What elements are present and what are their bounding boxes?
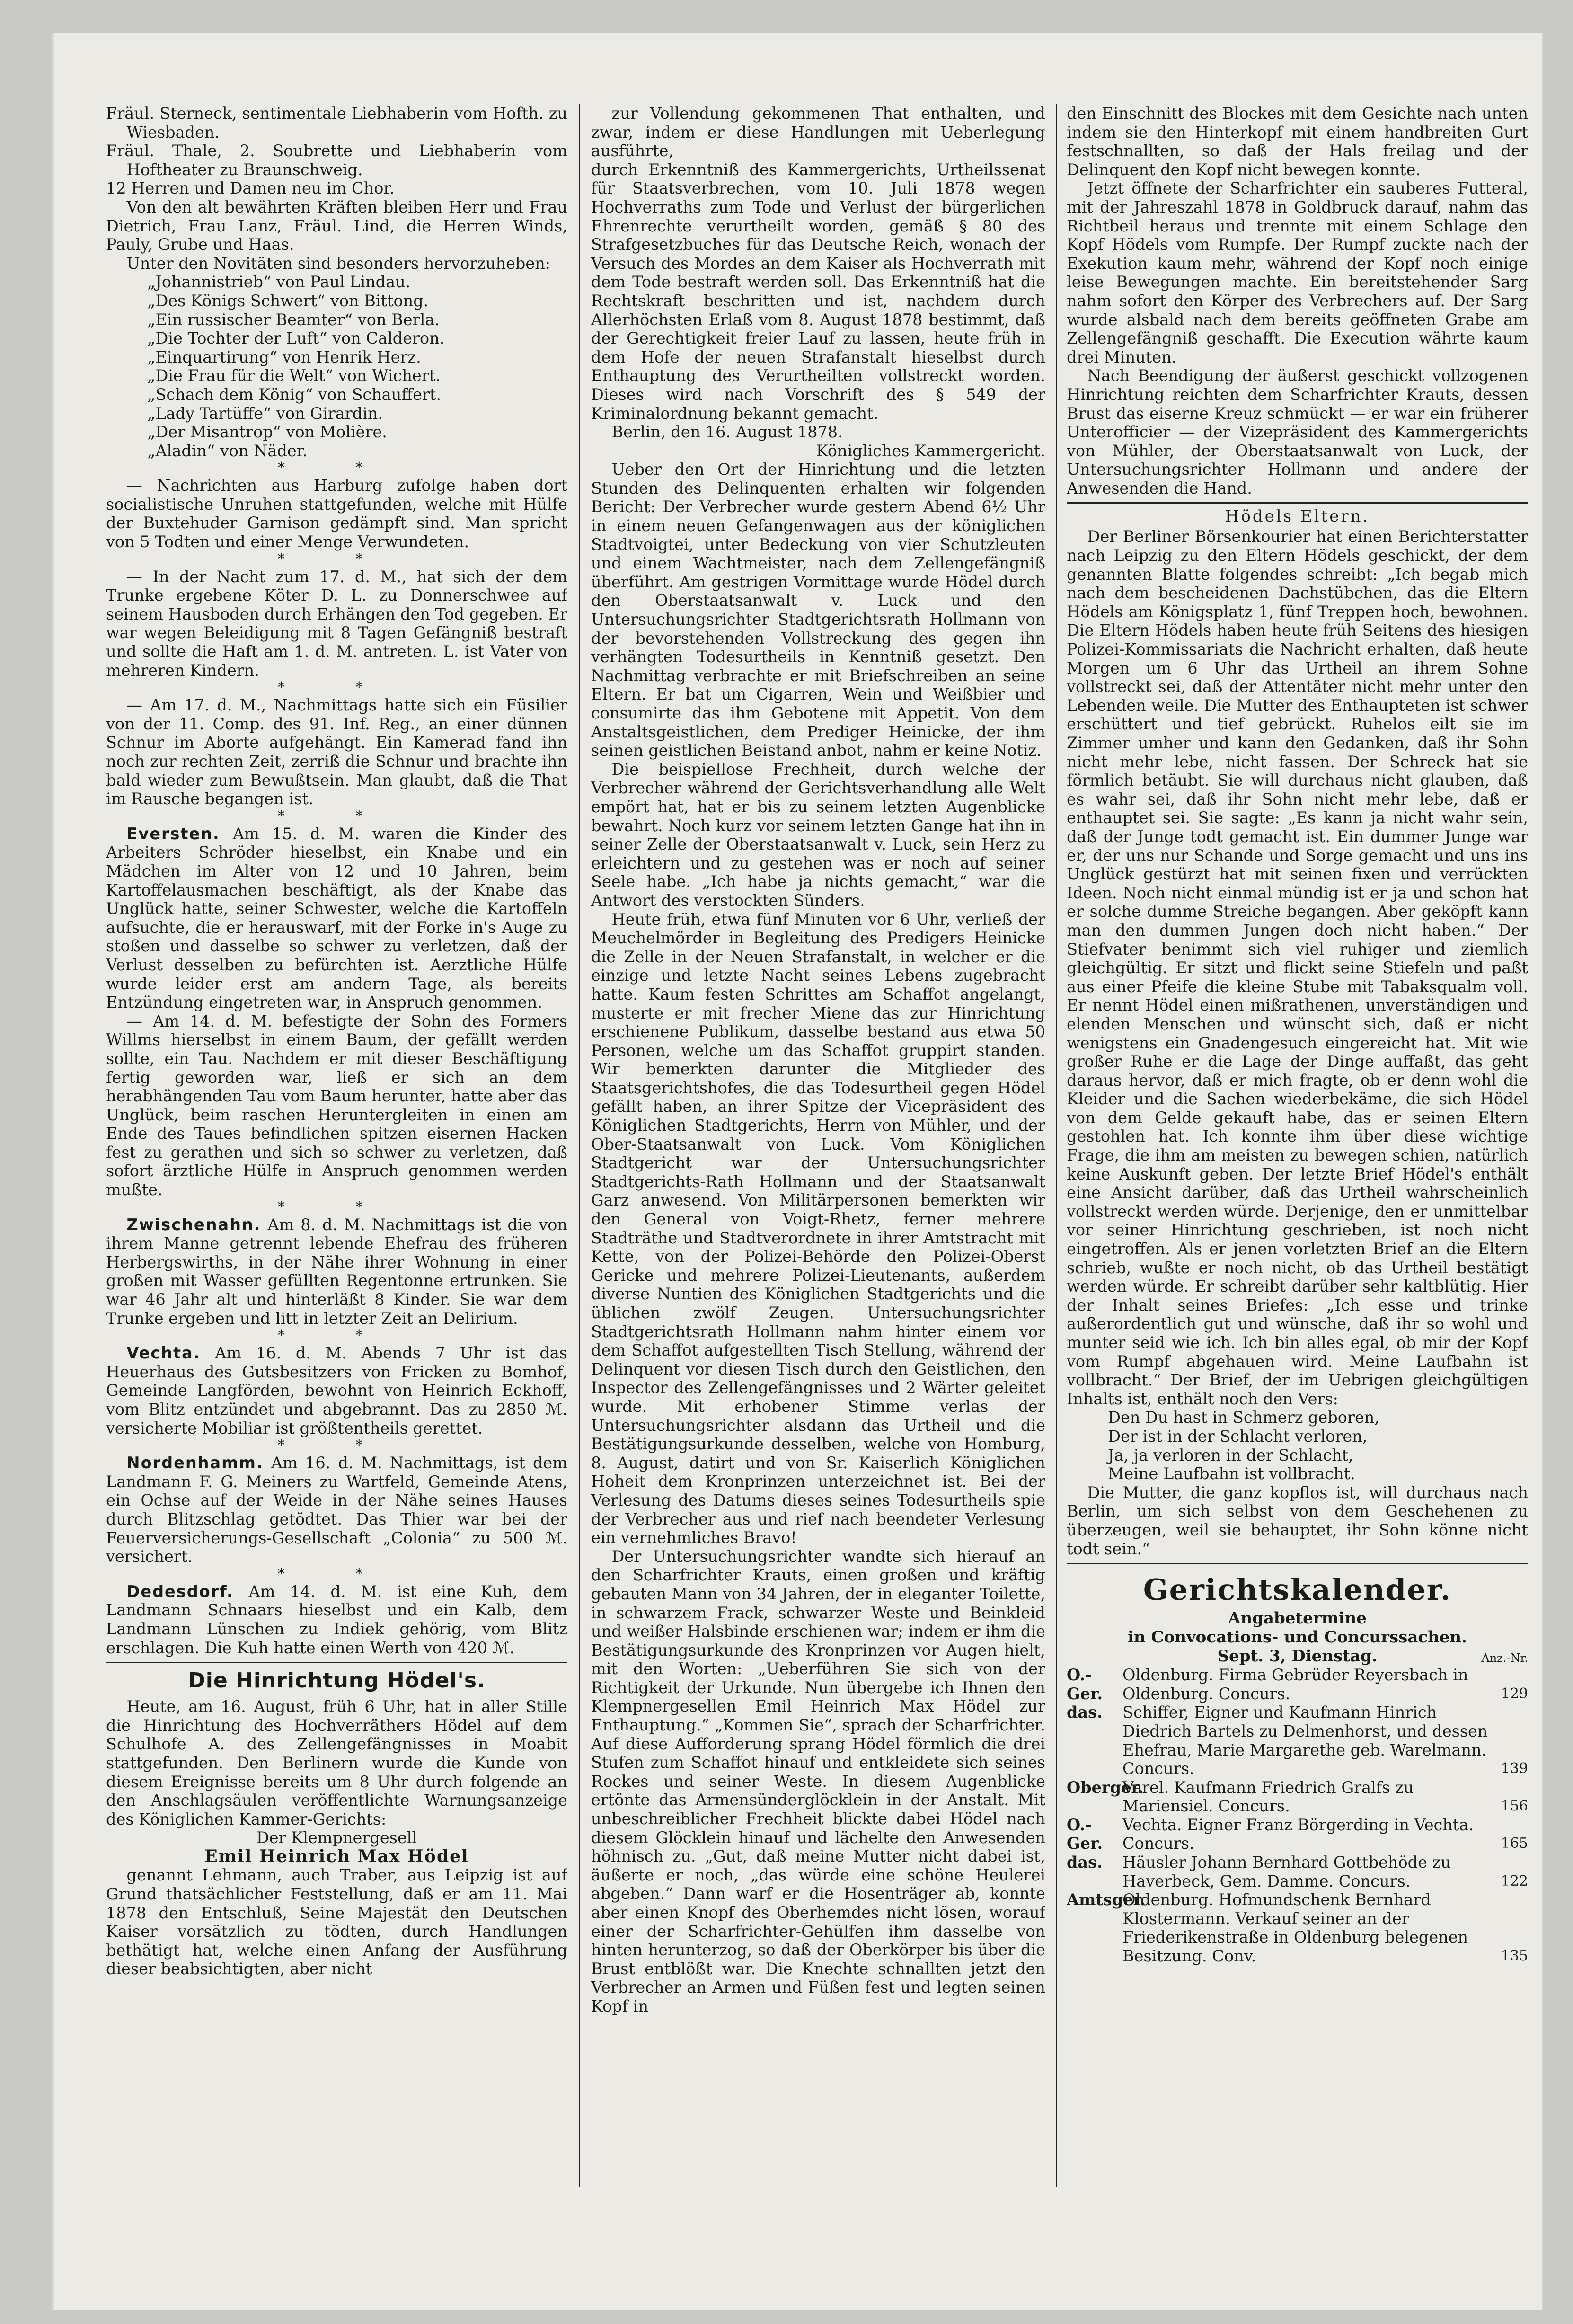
- paragraph: Der Berliner Börsenkourier hat einen Berichterstatter nach Leipzig zu den Eltern Hödels geschickt, der dem genannten Blatte folgendes schreibt: „Ich begab mich nach dem bescheidenen Dachstübchen, das die Eltern Hödels am Königsplatz 1, fünf Treppen hoch, bewohnen. Die Eltern Hödels haben heute früh Seitens des hiesigen Polizei-Kommissariats die Nachricht erhalten, daß heute Morgen um 6 Uhr das Urtheil an ihrem Sohne vollstreckt sei, daß der Attentäter nicht mehr unter den Lebenden weile. Die Mutter des Enthaupteten ist schwer erschüttert und tief gebrückt. Ruhelos eilt sie im Zimmer umher und kann den Gedanken, daß ihr Sohn nicht mehr lebe, nicht fassen. Der Schreck hat sie förmlich betäubt. Sie will durchaus nicht glauben, daß es wahr sei, daß ihr Sohn nicht mehr lebe, daß er enthauptet sei. Sie sagte: „Es kann ja nicht wahr sein, daß der Junge todt gemacht ist. Ein dummer Junge war er, der uns nur Schande und Sorge gemacht und uns ins Unglück gestürzt hat mit seinen fixen und verrückten Ideen. Noch nicht einmal mündig ist er ja und schon hat er solche dumme Streiche begangen. Aber geköpft kann man den dummen Jungen doch nicht haben.“ Der Stiefvater benimmt sich viel ruhiger und ziemlich gleichgültig. Er sitzt und flickt seine Stiefeln und paßt aus einer Pfeife die kleine Stube mit Tabaksqualm voll. Er nennt Hödel einen mißrathenen, unverständigen und elenden Menschen und wünscht sich, daß er nicht wenigstens ein Gnadengesuch eingereicht hat. Mit wie großer Ruhe er die Lage der Dinge auffaßt, das geht daraus hervor, daß er mich fragte, ob er denn wohl die Kleider und die Sachen wiederbekäme, die sich Hödel von dem Gelde gekauft habe, das er seinen Eltern gestohlen hat. Ich konnte ihm über diese wichtige Frage, die ihm am meisten zu bewegen schien, natürlich keine Auskunft geben. Der letzte Brief Hödel's enthält eine Ansicht darüber, daß das Urtheil wahrscheinlich vollstreckt werden würde. Derjenige, den er unmittelbar vor seiner Hinrichtung geschrieben, ist noch nicht eingetroffen. Als er jenen vorletzten Brief an die Eltern schrieb, wußte er noch nicht, ob das Urtheil bestätigt werden würde. Er schreibt darüber sehr kaltblütig. Hier der Inhalt seines Briefes: „Ich esse und trinke außerordentlich gut und wünsche, daß ihr so wohl und munter seid wie ich. Ich bin alles egal, ob mir der Kopf vom Rumpf abgehauen wird. Meine Laufbahn ist vollbracht.“ Der Brief, der im Uebrigen gleichgültigen Inhalts ist, enthält noch den Vers:: [1067, 527, 1528, 1408]
- calendar-entry: Amtsger. Oldenburg. Hofmundschenk Bernhard Klostermann. Verkauf seiner an der Friederikenstraße in Oldenburg belegenen Besitzung. Conv. 135: [1067, 1890, 1528, 1966]
- notice-name: Emil Heinrich Max Hödel: [204, 1846, 469, 1866]
- news-willms: — Am 14. d. M. befestigte der Sohn des Formers Willms hierselbst in einem Baum, der gefällt werden sollte, ein Tau. Nachdem er mit dieser Beschäftigung fertig geworden war, ließ er sich an dem herabhängenden Tau vom Baum herunter, hatte aber das Unglück, beim raschen Heruntergleiten in einen am Ende des Taues befindlichen spitzen eisernen Hacken fest zu gerathen und sich so schwer zu verletzen, daß sofort ärztliche Hülfe in Anspruch genommen werden mußte.: [106, 1011, 567, 1199]
- place-name: Nordenhamm.: [126, 1454, 264, 1472]
- divider: [1067, 1563, 1528, 1564]
- cast-line: Fräul. Thale, 2. Soubrette und Liebhaberin vom Hoftheater zu Braunschweig.: [106, 142, 567, 179]
- novelty-item: „Die Frau für die Welt“ von Wichert.: [147, 366, 441, 385]
- news-fuesilier: — Am 17. d. M., Nachmittags hatte sich ein Füsilier von der 11. Comp. des 91. Inf. Reg., an einer dünnen Schnur im Aborte aufgehängt. Ein Kamerad fand ihn noch zur rechten Zeit, zerriß die Schnur und brachte ihn bald wieder zum Bewußtsein. Man glaubt, daß die That im Rausche begangen ist.: [106, 696, 567, 808]
- separator-asterisks: * *: [277, 460, 396, 477]
- paragraph: Die beispiellose Frechheit, durch welche der Verbrecher während der Gerichtsverhandlung alle Welt empört hat, hat er bis zu seinem letzten Augenblicke bewahrt. Noch kurz vor seinem letzten Gange hat ihn in seiner Zelle der Oberstaatsanwalt v. Luck, sein Herz zu erleichtern und zu gestehen was er noch auf seiner Seele habe. „Ich habe ja nichts gemacht,“ war die Antwort des verstockten Sünders.: [591, 760, 1045, 910]
- novelty-item: „Die Tochter der Luft“ von Calderon.: [147, 329, 445, 348]
- news-zwischenahn: Zwischenahn. Am 8. d. M. Nachmittags ist die von ihrem Manne getrennt lebende Ehefrau des früheren Herbergswirths, in der Nähe ihrer Wohnung in einer großen mit Wasser gefüllten Regentonne ertrunken. Sie war 46 Jahr alt und hinterläßt 8 Kinder. Sie war dem Trunke ergeben und litt in letzter Zeit an Delirium.: [106, 1215, 567, 1328]
- separator-asterisks: * *: [277, 1565, 396, 1582]
- novelty-item: „Johannistrieb“ von Paul Lindau.: [147, 273, 411, 292]
- news-vechta: Vechta. Am 16. d. M. Abends 7 Uhr ist das Heuerhaus des Gutsbesitzers von Fricken zu Bomhof, Gemeinde Langförden, bewohnt von Heinrich Eckhoff, vom Blitz entzündet und abgebrannt. Das zu 2850 ℳ. versicherte Mobiliar ist größtentheils gerettet.: [106, 1344, 567, 1437]
- verse-line: Ja, ja verloren in der Schlacht,: [1108, 1446, 1353, 1464]
- novelty-item: „Ein russischer Beamter“ von Berla.: [147, 310, 440, 329]
- paragraph: Jetzt öffnete der Scharfrichter ein sauberes Futteral, mit der Jahreszahl 1878 in Goldbruck darauf, nahm das Richtbeil heraus und trennte mit einem Schlage den Kopf Hödels vom Rumpfe. Der Rumpf zuckte nach der Exekution kaum mehr, während der Kopf noch einige leise Bewegungen machte. Ein bereitstehender Sarg nahm sofort den Körper des Verbrechers auf. Der Sarg wurde alsbald nach dem bereits geöffneten Grabe am Zellengefängniß geschafft. Die Execution währte kaum drei Minuten.: [1067, 179, 1528, 366]
- column-label-anz: Anz.-Nr.: [1481, 1651, 1528, 1665]
- paragraph: Der Untersuchungsrichter wandte sich hierauf an den Scharfrichter Krauts, einen großen und kräftig gebauten Mann von 34 Jahren, der in eleganter Toilette, in schwarzem Frack, schwarzer Weste und Beinkleid und weißer Halsbinde erschienen war; indem er ihm die Bestätigungsurkunde des Kronprinzen vor Augen hielt, mit den Worten: „Ueberführen Sie sich von der Richtigkeit der Urkunde. Nun übergebe ich Ihnen den Klempnergesellen Emil Heinrich Max Hödel zur Enthauptung.“ „Kommen Sie“, sprach der Scharfrichter. Auf diese Aufforderung sprang Hödel förmlich die drei Stufen zum Schaffot hinauf und entkleidete sich seines Rockes und seiner Weste. In diesem Augenblicke ertönte das Armensünderglöcklein in der Anstalt. Mit unbeschreiblicher Frechheit blickte dabei Hödel nach diesem Glöcklein hinauf und lächelte den Anwesenden höhnisch zu. „Gut, daß meine Mutter nicht dabei ist, äußerte er noch, „das würde eine schöne Heulerei abgeben.“ Dann warf er die Hosenträger ab, konnte aber einen Knopf des Oberhemdes nicht lösen, worauf einer der Scharfrichter-Gehülfen ihm dasselbe von hinten herunterzog, so daß der Oberkörper bis über die Brust entblößt war. Die Knechte schnallten jetzt den Verbrecher an Armen und Füßen fest und legten seinen Kopf in: [591, 1547, 1045, 2015]
- verse-line: Den Du hast in Schmerz geboren,: [1108, 1408, 1380, 1427]
- calendar-entry: O.-Ger. Vechta. Eigner Franz Börgerding in Vechta. Concurs. 165: [1067, 1815, 1528, 1853]
- calendar-entry: das. Häusler Johann Bernhard Gottbehöde zu Haverbeck, Gem. Damme. Concurs. 122: [1067, 1853, 1528, 1890]
- novelty-item: „Aladin“ von Näder.: [147, 441, 308, 460]
- place-name: Dedesdorf.: [126, 1582, 234, 1601]
- paragraph: Die Mutter, die ganz kopflos ist, will durchaus nach Berlin, um sich selbst von dem Geschehenen zu überzeugen, weil sie behauptet, ihr Sohn könne nicht todt sein.“: [1067, 1483, 1528, 1558]
- dateline: Berlin, den 16. August 1878.: [611, 423, 843, 442]
- paragraph: Ueber den Ort der Hinrichtung und die letzten Stunden des Delinquenten erhalten wir folgenden Bericht: Der Verbrecher wurde gestern Abend 6½ Uhr in einem neuen Gefangenwagen aus der königlichen Stadtvoigtei, unter Bedeckung von vier Schutzleuten und einem Wachtmeister, nach dem Zellengefängniß überführt. Am gestrigen Vormittage wurde Hödel durch den Oberstaatsanwalt v. Luck und den Untersuchungsrichter Stadtgerichtsrath Hollmann von der bevorstehenden Vollstreckung des gegen ihn verhängten Todesurtheils in Kenntniß gesetzt. Den Nachmittag verbrachte er mit Briefschreiben an seine Eltern. Er bat um Cigarren, Wein und Weißbier und consumirte das ihm Gebotene mit Appetit. Von dem Anstaltsgeistlichen, dem Prediger Heinicke, der ihm seinen geistlichen Beistand anbot, nahm er keine Notiz.: [591, 460, 1045, 760]
- column-2: [591, 104, 1045, 2272]
- article-title-hinrichtung: Die Hinrichtung Hödel's.: [188, 1668, 486, 1693]
- paragraph: Von den alt bewährten Kräften bleiben Herr und Frau Dietrich, Frau Lanz, Fräul. Lind, die Herren Winds, Pauly, Grube und Haas.: [106, 197, 567, 254]
- novelty-item: „Schach dem König“ von Schauffert.: [147, 385, 442, 404]
- paragraph: Unter den Novitäten sind besonders hervorzuheben:: [126, 254, 551, 273]
- novelty-item: „Einquartirung“ von Henrik Herz.: [147, 347, 421, 366]
- separator-asterisks: * *: [277, 550, 396, 568]
- paragraph: den Einschnitt des Blockes mit dem Gesichte nach unten indem sie den Hinterkopf mit einem handbreiten Gurt festschnallten, so daß der Hals freilag und der Delinquent den Kopf nicht bewegen konnte.: [1067, 104, 1528, 179]
- article-title-eltern: Hödels Eltern.: [1225, 507, 1370, 526]
- paragraph: durch Erkenntniß des Kammergerichts, Urtheilssenat für Staatsverbrechen, vom 10. Juli 1878 wegen Hochverraths zum Tode und Verlust der bürgerlichen Ehrenrechte verurtheilt worden, gemäß § 80 des Strafgesetzbuches für das Deutsche Reich, wonach der Versuch des Mordes an dem Kaiser als Hochverrath mit dem Tode bestraft werden soll. Das Erkenntniß hat die Rechtskraft beschritten und ist, nachdem durch Allerhöchsten Erlaß vom 8. August 1878 bestimmt, daß der Gerechtigkeit freier Lauf zu lassen, heute früh in dem Hofe der neuen Strafanstalt hieselbst durch Enthauptung des Verurtheilten vollstreckt worden. Dieses wird nach Vorschrift des § 549 der Kriminalordnung bekannt gemacht.: [591, 160, 1045, 423]
- divider: [1067, 502, 1528, 504]
- news-eversten: Eversten. Am 15. d. M. waren die Kinder des Arbeiters Schröder hieselbst, ein Knabe und ein Mädchen im Alter von 12 und 10 Jahren, beim Kartoffelausmachen beschäftigt, als der Knabe das Unglück hatte, seiner Schwester, welche die Kartoffeln aufsuchte, die er herauswarf, mit der Forke in's Auge zu stoßen und dasselbe so schwer zu verletzen, daß der Verlust desselben zu befürchten ist. Aerztliche Hülfe wurde leider erst am andern Tage, als bereits Entzündung eingetreten war, in Anspruch genommen.: [106, 824, 567, 1012]
- calendar-date: Sept. 3, Dienstag. Anz.-Nr.: [1067, 1647, 1528, 1666]
- calendar-title: Gerichtskalender.: [1143, 1572, 1452, 1607]
- column-1: [106, 104, 567, 2272]
- verse-line: Meine Laufbahn ist vollbracht.: [1108, 1464, 1355, 1483]
- separator-asterisks: * *: [277, 1198, 396, 1215]
- column-rule: [1056, 104, 1057, 2187]
- separator-asterisks: * *: [277, 1437, 396, 1454]
- cast-line: Fräul. Sterneck, sentimentale Liebhaberin vom Hofth. zu Wiesbaden.: [106, 104, 567, 142]
- paragraph: genannt Lehmann, auch Traber, aus Leipzig ist auf Grund thatsächlicher Feststellung, daß er am 11. Mai 1878 den Entschluß, Seine Majestät den Deutschen Kaiser vorsätzlich zu tödten, durch Handlungen bethätigt hat, welche einen Anfang der Ausführung dieser beabsichtigten, aber nicht: [106, 1866, 567, 1978]
- divider: [106, 1662, 567, 1663]
- separator-asterisks: * *: [277, 1327, 396, 1344]
- separator-asterisks: * *: [277, 679, 396, 696]
- place-name: Eversten.: [126, 824, 220, 843]
- calendar-subtitle: in Convocations- und Concurssachen.: [1128, 1628, 1467, 1647]
- column-rule: [579, 104, 580, 2187]
- news-nordenhamm: Nordenhamm. Am 16. d. M. Nachmittags, ist dem Landmann F. G. Meiners zu Wartfeld, Gemeinde Atens, ein Ochse auf der Weide in der Nähe seines Hauses durch Blitzschlag getödtet. Das Thier war bei der Feuerversicherungs-Gesellschaft „Colonia“ zu 500 ℳ. versichert.: [106, 1454, 567, 1566]
- paragraph: zur Vollendung gekommenen That enthalten, und zwar, indem er diese Handlungen mit Ueberlegung ausführte,: [591, 104, 1045, 160]
- news-suicide: — In der Nacht zum 17. d. M., hat sich der dem Trunke ergebene Köter D. L. zu Donnerschwee auf seinem Hausboden durch Erhängen den Tod gegeben. Er war wegen Beleidigung mit 8 Tagen Gefängniß bestraft und sollte die Haft am 1. d. M. antreten. L. ist Vater von mehreren Kindern.: [106, 567, 567, 680]
- news-dedesdorf: Dedesdorf. Am 14. d. M. ist eine Kuh, dem Landmann Schnaars hieselbst und ein Kalb, dem Landmann Lünschen zu Indiek gehörig, vom Blitz erschlagen. Die Kuh hatte einen Werth von 420 ℳ.: [106, 1582, 567, 1657]
- verse-line: Der ist in der Schlacht verloren,: [1108, 1427, 1368, 1446]
- signature: Königliches Kammergericht.: [816, 441, 1045, 460]
- calendar-entry: O.-Ger. Oldenburg. Firma Gebrüder Reyersbach in Oldenburg. Concurs. 129: [1067, 1666, 1528, 1703]
- paragraph: Nach Beendigung der äußerst geschickt vollzogenen Hinrichtung reichten dem Scharfrichter Krauts, dessen Brust das eiserne Kreuz schmückt — er war ein früherer Unterofficier — der Vizepräsident des Kammergerichts von Mühler, der Oberstaatsanwalt von Luck, der Untersuchungsrichter Hollmann und andere der Anwesenden die Hand.: [1067, 366, 1528, 497]
- novelty-item: „Der Misantrop“ von Molière.: [147, 423, 387, 442]
- paragraph: Heute, am 16. August, früh 6 Uhr, hat in aller Stille die Hinrichtung des Hochverräthers Hödel auf dem Schulhofe A. des Zellengefängnisses in Moabit stattgefunden. Den Berlinern wurde die Kunde von diesem Ereignisse bereits um 8 Uhr durch folgende an den Anschlagsäulen veröffentlichte Warnungsanzeige des Königlichen Kammer-Gerichts:: [106, 1697, 567, 1828]
- place-name: Zwischenahn.: [126, 1215, 261, 1234]
- place-name: Vechta.: [126, 1344, 201, 1363]
- separator-asterisks: * *: [277, 807, 396, 825]
- column-3: [1067, 104, 1528, 2272]
- calendar-entry: das. Schiffer, Eigner und Kaufmann Hinrich Diedrich Bartels zu Delmenhorst, und dessen Ehefrau, Marie Margarethe geb. Warelmann. Concurs. 139: [1067, 1703, 1528, 1778]
- calendar-subtitle: Angabetermine: [1228, 1609, 1367, 1628]
- newspaper-page: [52, 33, 1543, 2310]
- paragraph: Heute früh, etwa fünf Minuten vor 6 Uhr, verließ der Meuchelmörder in Begleitung des Predigers Heinicke die Zelle in der Neuen Strafanstalt, in welcher er die einzige und letzte Nacht seines Lebens zugebracht hatte. Kaum festen Schrittes am Schaffot angelangt, musterte er mit frecher Miene das zur Hinrichtung erschienene Publikum, dasselbe bestand aus etwa 50 Personen, welche um das Schaffot gruppirt standen. Wir bemerkten darunter die Mitglieder des Staatsgerichtshofes, die das Todesurtheil gegen Hödel gefällt haben, an ihrer Spitze der Vicepräsident des Königlichen Stadtgerichts, Herrn von Mühler, und der Ober-Staatsanwalt von Luck. Vom Königlichen Stadtgericht war der Untersuchungsrichter Stadtgerichts-Rath Hollmann und der Staatsanwalt Garz anwesend. Von Militärpersonen bemerkten wir den General von Voigt-Rhetz, ferner mehrere Stadträthe und Stadtverordnete in ihrer Amtstracht mit Kette, von der Polizei-Behörde den Polizei-Oberst Gericke und mehrere Polizei-Lieutenants, außerdem diverse Nuntien des Königlichen Stadtgerichts und die üblichen zwölf Zeugen. Untersuchungsrichter Stadtgerichtsrath Hollmann nahm hinter einem vor dem Schaffot aufgestellten Tisch Stellung, während der Delinquent vor diesen Tisch durch den Geistlichen, den Inspector des Zellengefängnisses und 2 Wärter geleitet wurde. Mit erhobener Stimme verlas der Untersuchungsrichter alsdann das Urtheil und die Bestätigungsurkunde desselben, welche von Homburg, 8. August, datirt und von Sr. Kaiserlich Königlichen Hoheit dem Kronprinzen unterzeichnet ist. Bei der Verlesung des Datums dieses seines Todesurtheils spie der Verbrecher aus und rief nach beendeter Verlesung ein vernehmliches Bravo!: [591, 910, 1045, 1547]
- news-harburg: — Nachrichten aus Harburg zufolge haben dort socialistische Unruhen stattgefunden, welche mit Hülfe der Buxtehuder Garnison gedämpft sind. Man spricht von 5 Todten und einer Menge Verwundeten.: [106, 476, 567, 551]
- cast-line: 12 Herren und Damen neu im Chor.: [106, 179, 395, 198]
- novelty-item: „Des Königs Schwert“ von Bittong.: [147, 291, 429, 310]
- novelty-item: „Lady Tartüffe“ von Girardin.: [147, 404, 383, 423]
- calendar-entry: Oberger. Varel. Kaufmann Friedrich Gralfs zu Mariensiel. Concurs. 156: [1067, 1778, 1528, 1816]
- notice-line: Der Klempnergesell: [256, 1828, 417, 1847]
